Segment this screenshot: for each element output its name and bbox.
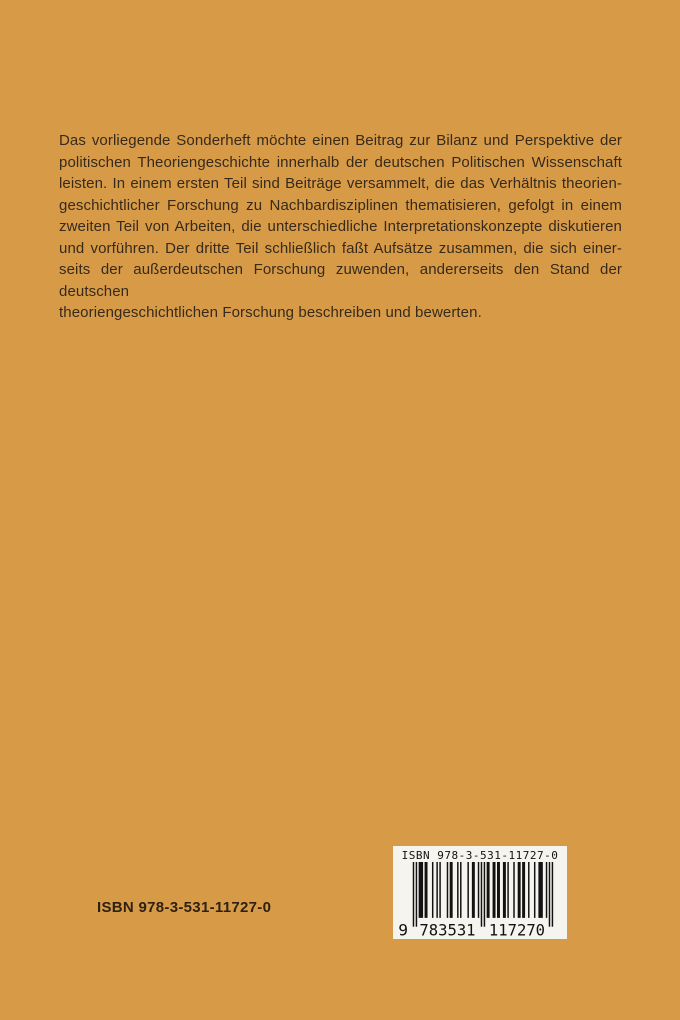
barcode-sticker — [393, 846, 567, 939]
blurb-line: seits der außerdeutschen Forschung zuwenden, andererseits den Stand der deutschen — [59, 261, 622, 300]
barcode-digit-group-2: 783531 — [419, 920, 476, 937]
barcode-digit-group-3: 117270 — [488, 920, 546, 937]
blurb-line: zweiten Teil von Arbeiten, die unterschiedliche Interpretationskonzepte diskutieren — [59, 218, 622, 235]
barcode-bars — [413, 862, 553, 927]
blurb-line: und vorführen. Der dritte Teil schließlich faßt Aufsätze zusammen, die sich einer- — [59, 239, 622, 257]
isbn-text: ISBN 978-3-531-11727-0 — [97, 899, 272, 916]
blurb-paragraph — [59, 130, 622, 324]
blurb-line: politischen Theoriengeschichte innerhalb der deutschen Politischen Wissenschaft — [59, 153, 622, 171]
blurb-line: theoriengeschichtlichen Forschung beschreiben und bewerten. — [59, 304, 482, 321]
barcode-isbn-text: ISBN 978-3-531-11727-0 — [401, 849, 559, 862]
blurb-line: geschichtlicher Forschung zu Nachbardisziplinen thematisieren, gefolgt in einem — [59, 196, 622, 214]
blurb-line: Das vorliegende Sonderheft möchte einen Beitrag zur Bilanz und Perspektive der — [59, 132, 622, 149]
ean-barcode-svg — [395, 862, 565, 937]
barcode-digit-group-1: 9 — [398, 920, 409, 937]
blurb-line: leisten. In einem ersten Teil sind Beiträge versammelt, die das Verhältnis theorien- — [59, 175, 622, 192]
